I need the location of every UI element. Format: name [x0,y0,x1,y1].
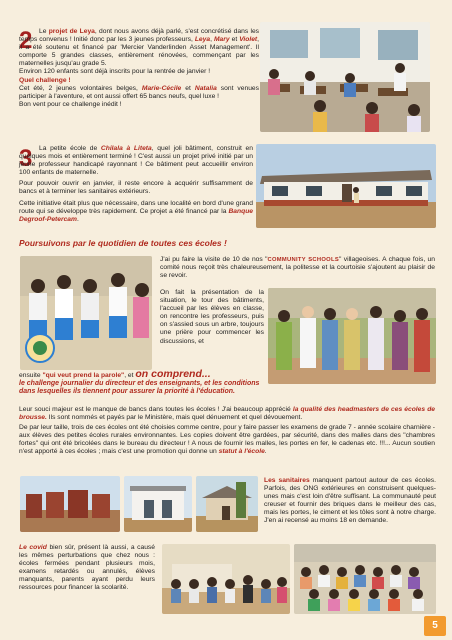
brick-kilns-photo [20,476,120,532]
rural-building-photo [196,476,258,532]
community-schools-text: J'ai pu faire la visite de 10 de nos "COMMUNITY SCHOOLS" villageoises. A chaque fois, un comité nous reçoit très chaleureusement, la politesse et la courtoisie s'ajoutent au plaisir de se revoir. [160,256,435,280]
sanitaires-text: Les sanitaires manquent partout autour de ces écoles. Parfois, des ONG extérieures en construisent quelques-unes mais c'est loin d'être suffisant. La communauté peut creuser et fournir des briques dans le meilleur des cas, mais les portes, le ciment et les tôles sont à notre charge. J'en ai recensé au moins 18 en demande. [264,477,437,525]
meeting-photo [268,288,436,384]
exam-centres-text: De par leur taille, trois de ces écoles ont été choisies comme centre, pour y faire passer les examens de grade 7 - année scolaire charnière - aux élèves des petites écoles rurales environnantes. Les copies doivent être gardées, par sécurité, dans des malles dans des "chambres fortes" qui ont été bricolées dans le bureau du directeur ! A nous de fournir les malles, les portes en fer, le cadenas etc. !!!... Aucun soutien n'est apporté à ces écoles ; mais c'est une promotion qui donne un statut à l'école. [19,424,435,456]
school-building-photo [256,144,436,228]
on-comprend-line: ensuite "qui veut prend la parole", et on comprend... [19,368,211,380]
covid-text: Le covid bien sûr, présent là aussi, a causé les mêmes perturbations que chez nous : écoles fermées pendant plusieurs mois, examens retardés ou annulés, élèves manquants, parents ayant perdu leurs ressources pour financer la scolarité. [19,544,155,592]
section-heading: Poursuivons par le quotidien de toutes ces écoles ! [19,238,227,248]
section2-text: Le projet de Leya, dont nous avons déjà parlé, s'est concrétisé dans les temps convenus ! Initié donc par les 3 jeunes professeurs, Leya, Mary et Violet, il a été soutenu et financé par 'Mercier Vanderlinden Asset Management'. Il comporte 5 grandes classes, entièrement rénovées, commençant par les maternelles jusqu'au grade 5. Environ 120 enfants sont déjà inscrits pour la rentrée de janvier ! Quel challenge ! Cet été, 2 jeunes volontaires belges, Marie-Cécile et Natalia sont venues participer à l'aventure, et ont aussi offert 65 bancs neufs, quel luxe ! Bon vent pour ce challenge inédit ! [19,28,260,108]
children-photo [20,256,152,370]
challenge-text: le challenge journalier du directeur et des enseignants, et les conditions dans lesquelles ils tiennent pour assurer la priorité à l'éducation. [19,380,260,396]
classroom-photo [260,22,430,132]
page-number: 5 [424,616,446,636]
section-number-2: 2 [19,27,33,54]
section3-text: La petite école de Chilala à Liteta, quel joli bâtiment, construit en quelques mois et entièrement terminé ! C'est aussi un projet privé initié par un jeune professeur handicapé rayonnant ! Ce bâtiment peut accueillir environ 100 enfants de maternelle. Pour pouvoir ouvrir en janvier, il reste encore à acquérir suffisamment de bancs et à terminer les sanitaires extérieurs. Cette initiative était plus que nécessaire, dans une localité en bord d'une grand route qui se développe très rapidement. Ce projet a été financé par la Banque Degroof-Petercam. [19,145,253,223]
classroom-pupils-photo [294,544,436,614]
headmasters-text: Leur souci majeur est le manque de bancs dans toutes les écoles ! J'ai beaucoup apprécié la qualité des headmasters de ces écoles de brousse. Ils sont nommés et payés par le Ministère, mais quel dénuement et quel dévouement. [19,406,435,422]
pupils-outdoor-photo [162,544,290,614]
section-number-3: 3 [19,145,33,172]
visit-text: On fait la présentation de la situation, le tour des bâtiments, l'accueil par les élèves en classe, on rencontre les professeurs, puis on s'assied sous un arbre, toujours une prière pour commencer les discussions, et [160,289,264,345]
toilet-block-photo [124,476,192,532]
